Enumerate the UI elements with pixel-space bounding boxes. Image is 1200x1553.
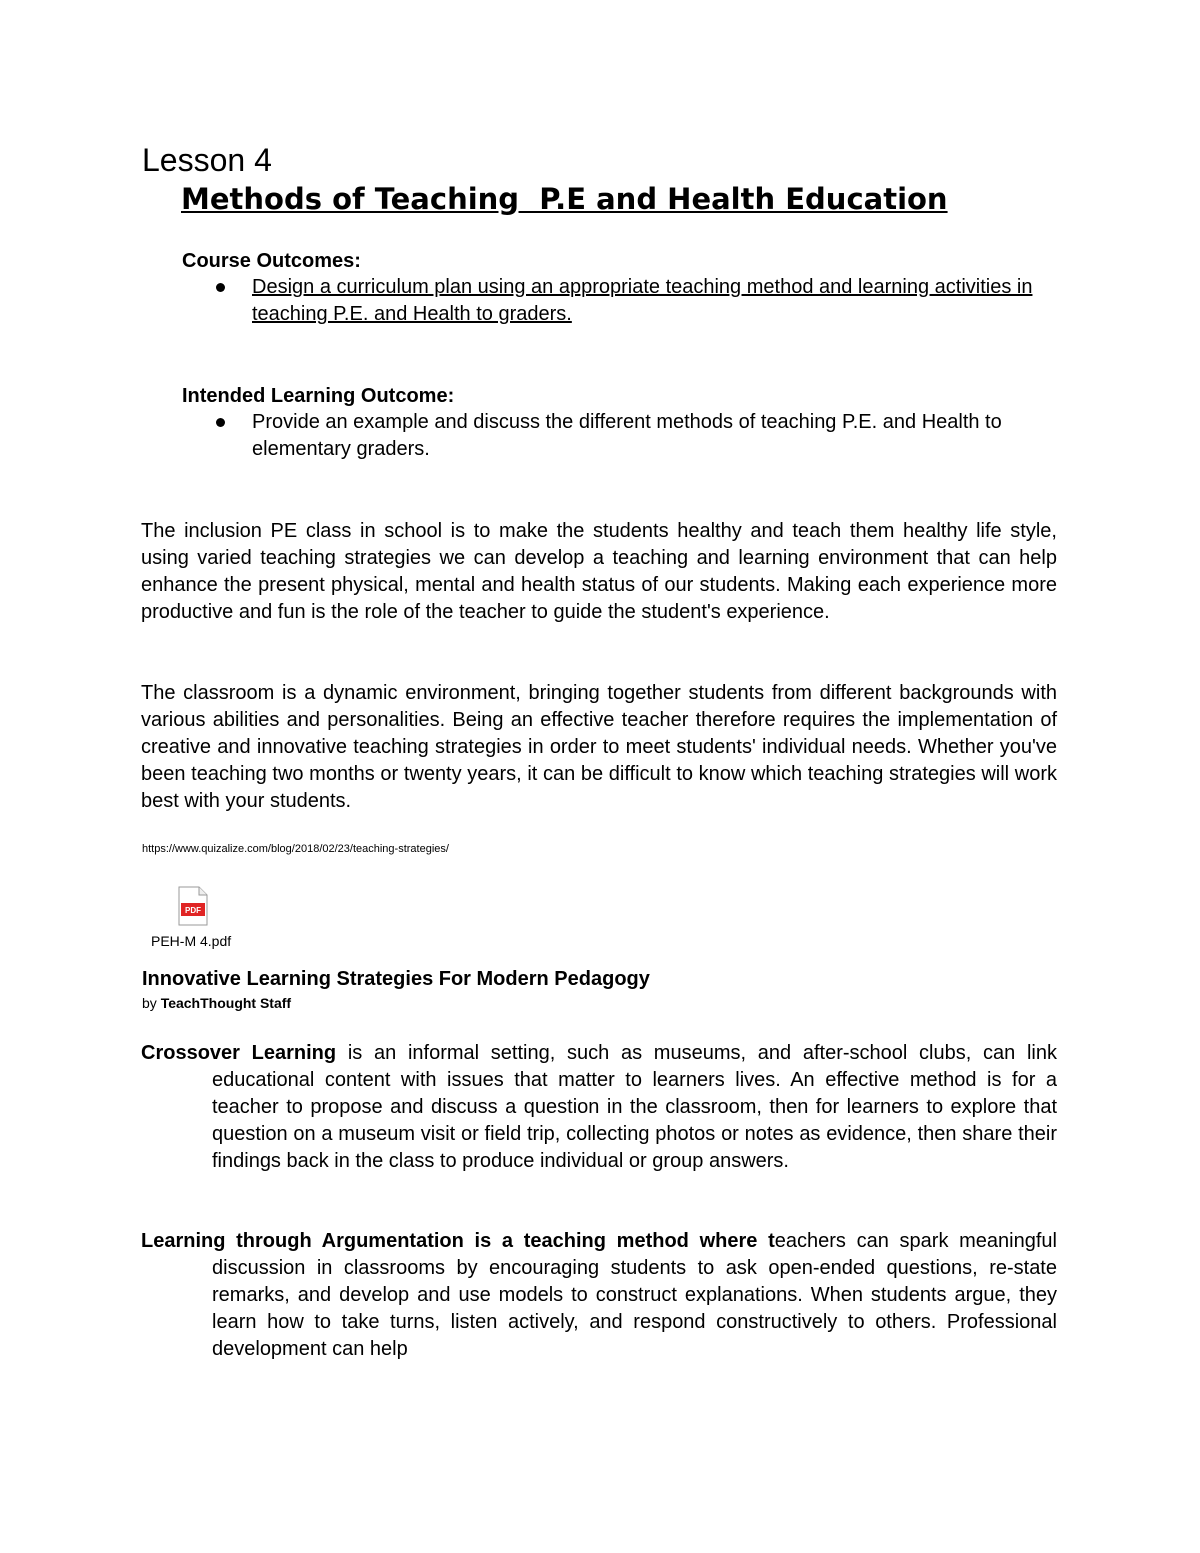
byline-author: TeachThought Staff <box>160 995 292 1011</box>
intended-outcome-list <box>214 409 1064 463</box>
course-outcomes-heading: Course Outcomes: <box>182 250 361 272</box>
intro-paragraph: The inclusion PE class in school is to make the students healthy and teach them healthy life style, using varied teaching strategies we can develop a teaching and learning environment that can help enhance the present physical, mental and health status of our students. Making each experience more productive and fun is the role of the teacher to guide the student's experience. <box>141 520 1057 623</box>
pdf-file-icon <box>178 886 208 926</box>
course-outcomes-list <box>214 274 1064 328</box>
lesson-title: Lesson 4 <box>142 142 272 178</box>
intended-outcome-text: Provide an example and discuss the different methods of teaching P.E. and Health to elementary graders. <box>252 411 1002 460</box>
attachment-filename: PEH-M 4.pdf <box>151 933 232 949</box>
course-outcome-text: Design a curriculum plan using an appropriate teaching method and learning activities in teaching P.E. and Health to graders. <box>252 276 1033 325</box>
byline-prefix: by <box>142 995 157 1011</box>
strategy-crossover-learning <box>141 1040 1057 1175</box>
article-byline <box>142 994 291 1012</box>
pdf-attachment[interactable] <box>148 886 248 952</box>
main-title: Methods of Teaching P.E and Health Education <box>181 182 948 216</box>
bullet-icon <box>216 418 225 427</box>
list-item <box>214 274 1064 328</box>
pdf-icon-label: PDF <box>185 906 201 915</box>
strategy-term: Crossover Learning <box>141 1042 337 1064</box>
source-url[interactable]: https://www.quizalize.com/blog/2018/02/23/teaching-strategies/ <box>142 843 449 855</box>
list-item <box>214 409 1064 463</box>
strategy-description: is an informal setting, such as museums, and after-school clubs, can link educational content with issues that matter to learners lives. An effective method is for a teacher to propose and discuss a question in the classroom, then for learners to explore that question on a museum visit or field trip, collecting photos or notes as evidence, then share their findings back in the class to produce individual or group answers. <box>212 1042 1057 1172</box>
bullet-icon <box>216 283 225 292</box>
classroom-paragraph: The classroom is a dynamic environment, bringing together students from different backgrounds with various abilities and personalities. Being an effective teacher therefore requires the implementation of creative and innovative teaching strategies in order to meet students' individual needs. Whether you've been teaching two months or twenty years, it can be difficult to know which teaching strategies will work best with your students. <box>141 682 1057 812</box>
strategy-argumentation <box>141 1228 1057 1363</box>
intended-outcome-heading: Intended Learning Outcome: <box>182 385 455 407</box>
strategy-term: Learning through Argumentation is a teaching method where t <box>141 1230 775 1252</box>
article-title: Innovative Learning Strategies For Modern Pedagogy <box>142 968 650 990</box>
strategy-description: eachers can spark meaningful discussion in classrooms by encouraging students to ask open-ended questions, re-state remarks, and develop and use models to construct explanations. When students argue, they learn how to take turns, listen actively, and respond constructively to others. Professional development can help <box>212 1230 1057 1360</box>
